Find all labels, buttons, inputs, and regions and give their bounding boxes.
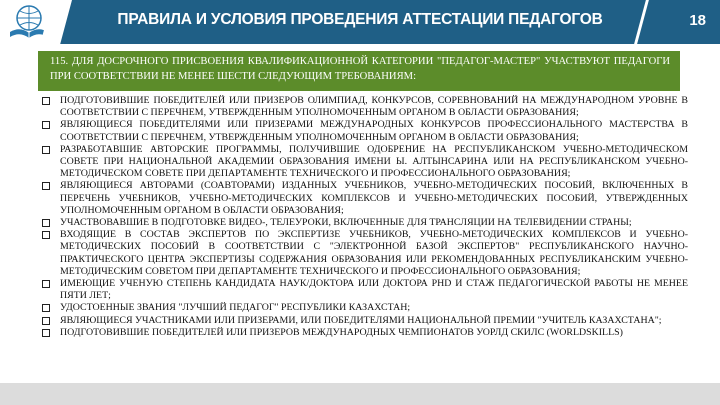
- checkbox-bullet-icon: [42, 219, 50, 227]
- list-item-text: ПОДГОТОВИВШИЕ ПОБЕДИТЕЛЕЙ ИЛИ ПРИЗЕРОВ МЕЖДУНАРОДНЫХ ЧЕМПИОНАТОВ УОРЛД СКИЛС (WORLDSKILLS): [60, 326, 623, 338]
- checkbox-bullet-icon: [42, 280, 50, 288]
- list-item: [40, 180, 688, 217]
- requirements-list: [40, 95, 688, 339]
- page-title: ПРАВИЛА И УСЛОВИЯ ПРОВЕДЕНИЯ АТТЕСТАЦИИ ПЕДАГОГОВ: [117, 11, 603, 28]
- list-item-text: ЯВЛЯЮЩИЕСЯ ПОБЕДИТЕЛЯМИ ИЛИ ПРИЗЕРАМИ МЕЖДУНАРОДНЫХ КОНКУРСОВ ПРОФЕССИОНАЛЬНОГО МАСТЕРСТВА В СООТВЕТСТВИИ С ПЕРЕЧНЕМ, УТВЕРЖДЕННЫМ УПОЛНОМОЧЕННЫМ ОРГАНОМ В ОБЛАСТИ ОБРАЗОВАНИЯ;: [60, 119, 688, 143]
- list-item-text: ПОДГОТОВИВШИЕ ПОБЕДИТЕЛЕЙ ИЛИ ПРИЗЕРОВ ОЛИМПИАД, КОНКУРСОВ, СОРЕВНОВАНИЙ НА МЕЖДУНАРОДНОМ УРОВНЕ В СООТВЕТСТВИИ С ПЕРЕЧНЕМ, УТВЕРЖДЕННЫМ УПОЛНОМОЧЕННЫМ ОРГАНОМ В ОБЛАСТИ ОБРАЗОВАНИЯ;: [60, 95, 688, 119]
- list-item: [40, 144, 688, 181]
- checkbox-bullet-icon: [42, 317, 50, 325]
- checkbox-bullet-icon: [42, 304, 50, 312]
- list-item-text: УЧАСТВОВАВШИЕ В ПОДГОТОВКЕ ВИДЕО-, ТЕЛЕУРОКИ, ВКЛЮЧЕННЫЕ ДЛЯ ТРАНСЛЯЦИИ НА ТЕЛЕВИДЕНИИ СТРАНЫ;: [60, 217, 632, 229]
- checkbox-bullet-icon: [42, 97, 50, 105]
- list-item: [40, 217, 688, 229]
- checkbox-bullet-icon: [42, 121, 50, 129]
- page-number: 18: [689, 12, 706, 29]
- list-item: [40, 315, 688, 327]
- list-item: [40, 119, 688, 143]
- list-item-text: РАЗРАБОТАВШИЕ АВТОРСКИЕ ПРОГРАММЫ, ПОЛУЧИВШИЕ ОДОБРЕНИЕ НА РЕСПУБЛИКАНСКОМ УЧЕБНО-МЕТОДИЧЕСКОМ СОВЕТЕ ПРИ НАЦИОНАЛЬНОЙ АКАДЕМИИ ОБРАЗОВАНИЯ ИМЕНИ Ы. АЛТЫНСАРИНА ИЛИ НА РЕСПУБЛИКАНСКОМ УЧЕБНО-МЕТОДИЧЕСКОМ СОВЕТЕ ПРИ ДЕПАРТАМЕНТЕ ТЕХНИЧЕСКОГО И ПРОФЕССИОНАЛЬНОГО ОБРАЗОВАНИЯ;: [60, 143, 688, 180]
- list-item: [40, 327, 688, 339]
- list-item: [40, 278, 688, 302]
- list-item: [40, 95, 688, 119]
- intro-banner: 115. ДЛЯ ДОСРОЧНОГО ПРИСВОЕНИЯ КВАЛИФИКАЦИОННОЙ КАТЕГОРИИ "ПЕДАГОГ-МАСТЕР" УЧАСТВУЮТ ПЕДАГОГИ ПРИ СООТВЕТСТВИИ НЕ МЕНЕЕ ШЕСТИ СЛЕДУЮЩИМ ТРЕБОВАНИЯМ:: [38, 51, 680, 91]
- list-item-text: ВХОДЯЩИЕ В СОСТАВ ЭКСПЕРТОВ ПО ЭКСПЕРТИЗЕ УЧЕБНИКОВ, УЧЕБНО-МЕТОДИЧЕСКИХ КОМПЛЕКСОВ И УЧЕБНО-МЕТОДИЧЕСКИХ ПОСОБИЙ В СООТВЕТСТВИИ С "ЭЛЕКТРОННОЙ БАЗОЙ ЭКСПЕРТОВ" РЕСПУБЛИКАНСКОГО НАУЧНО-ПРАКТИЧЕСКОГО ЦЕНТРА ЭКСПЕРТИЗЫ СОДЕРЖАНИЯ ОБРАЗОВАНИЯ ИЛИ РЕКОМЕНДОВАННЫХ РЕСПУБЛИКАНСКИМ УЧЕБНО-МЕТОДИЧЕСКИМ СОВЕТОМ ПРИ ДЕПАРТАМЕНТЕ ТЕХНИЧЕСКОГО И ПРОФЕССИОНАЛЬНОГО ОБРАЗОВАНИЯ;: [60, 229, 688, 277]
- footer-bar: [0, 383, 720, 405]
- checkbox-bullet-icon: [42, 231, 50, 239]
- header-bar: [0, 0, 720, 44]
- checkbox-bullet-icon: [42, 146, 50, 154]
- checkbox-bullet-icon: [42, 329, 50, 337]
- list-item-text: ИМЕЮЩИЕ УЧЕНУЮ СТЕПЕНЬ КАНДИДАТА НАУК/ДОКТОРА ИЛИ ДОКТОРА PHD И СТАЖ ПЕДАГОГИЧЕСКОЙ РАБОТЫ НЕ МЕНЕЕ ПЯТИ ЛЕТ;: [60, 278, 688, 302]
- list-item-text: ЯВЛЯЮЩИЕСЯ УЧАСТНИКАМИ ИЛИ ПРИЗЕРАМИ, ИЛИ ПОБЕДИТЕЛЯМИ НАЦИОНАЛЬНОЙ ПРЕМИИ "УЧИТЕЛЬ КАЗАХСТАНА";: [60, 314, 662, 326]
- list-item-text: ЯВЛЯЮЩИЕСЯ АВТОРАМИ (СОАВТОРАМИ) ИЗДАННЫХ УЧЕБНИКОВ, УЧЕБНО-МЕТОДИЧЕСКИХ ПОСОБИЙ, ВКЛЮЧЕННЫХ В ПЕРЕЧЕНЬ УЧЕБНИКОВ, УЧЕБНО-МЕТОДИЧЕСКИХ КОМПЛЕКСОВ И УЧЕБНО-МЕТОДИЧЕСКИХ ПОСОБИЙ, УТВЕРЖДЕННЫХ УПОЛНОМОЧЕННЫМ ОРГАНОМ В ОБЛАСТИ ОБРАЗОВАНИЯ;: [60, 180, 688, 216]
- checkbox-bullet-icon: [42, 182, 50, 190]
- list-item: [40, 302, 688, 314]
- list-item: [40, 229, 688, 278]
- list-item-text: УДОСТОЕННЫЕ ЗВАНИЯ "ЛУЧШИЙ ПЕДАГОГ" РЕСПУБЛИКИ КАЗАХСТАН;: [60, 302, 411, 314]
